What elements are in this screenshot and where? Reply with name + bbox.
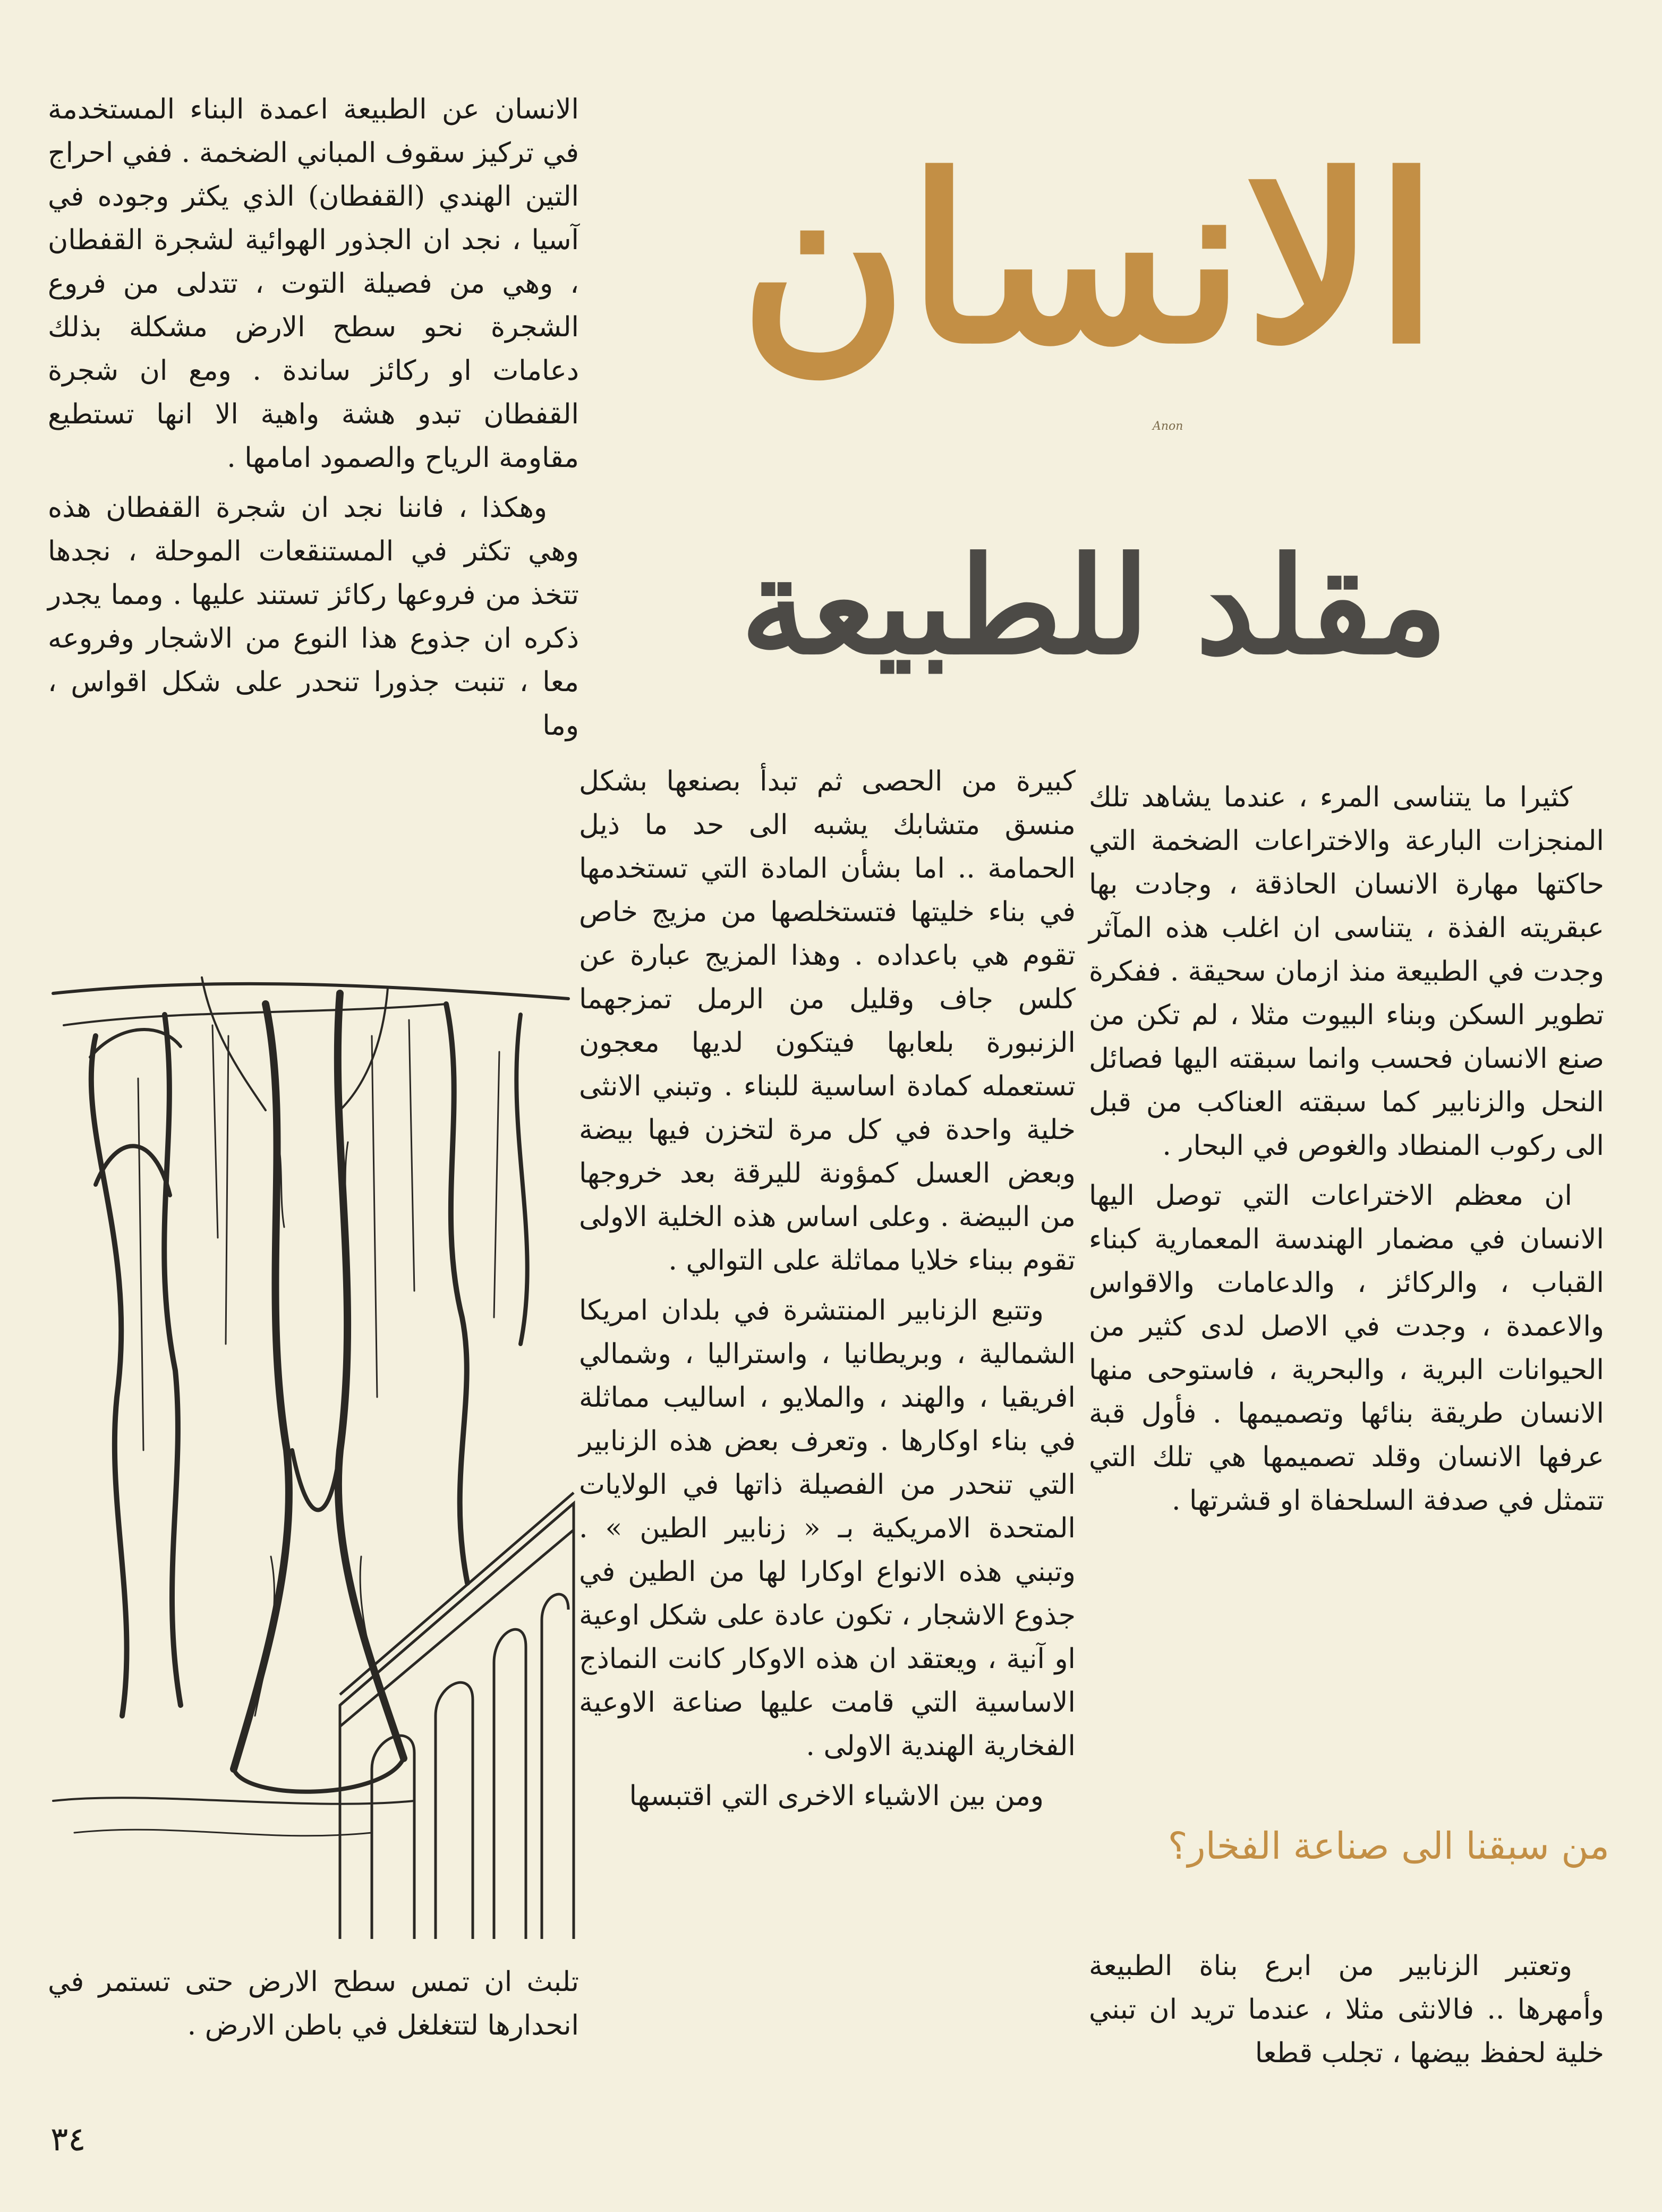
paragraph: كثيرا ما يتناسى المرء ، عندما يشاهد تلك المنجزات البارعة والاختراعات الضخمة التي حاكتها مهارة الانسان الحاذقة ، وجادت بها عبقريته الفذة ، يتناسى ان اغلب هذه المآثر وجدت في الطبيعة منذ ازمان سحيقة . ففكرة تطوير السكن وبناء البيوت مثلا ، لم تكن من صنع الانسان فحسب وانما سبقته اليها فصائل النحل والزنابير كما سبقته العناكب من قبل الى ركوب المنطاد والغوص في البحار . (1089, 781, 1604, 1162)
paragraph: كبيرة من الحصى ثم تبدأ بصنعها بشكل منسق متشابك يشبه الى حد ما ذيل الحمامة .. اما بشأن المادة التي تستخدمها في بناء خليتها فتستخلصها من مزيج خاص تقوم هي باعداده . وهذا المزيج عبارة عن كلس جاف وقليل من الرمل تمزجهما الزنبورة بلعابها فيتكون لديها معجون تستعمله كمادة اساسية للبناء . وتبني الانثى خلية واحدة في كل مرة لتخزن فيها بيضة وبعض العسل كمؤونة لليرقة بعد خروجها من البيضة . وعلى اساس هذه الخلية الاولى تقوم ببناء خلايا مماثلة على التوالي . (579, 765, 1076, 1277)
paragraph: ومن بين الاشياء الاخرى التي اقتبسها (629, 1780, 1044, 1812)
column-left-top (48, 88, 579, 754)
page-number: ٣٤ (50, 2120, 86, 2158)
column-middle (579, 760, 1076, 1824)
article-subtitle: مقلد للطبيعة (740, 528, 1448, 684)
column-left-bottom (48, 1960, 579, 2054)
column-right (1089, 776, 1604, 1529)
section-heading: من سبقنا الى صناعة الفخار؟ (1167, 1824, 1609, 1868)
paragraph: وتتبع الزنابير المنتشرة في بلدان امريكا الشمالية ، وبريطانيا ، واستراليا ، وشمالي افريقيا ، والهند ، والملايو ، اساليب مماثلة في بناء اوكارها . وتعرف بعض هذه الزنابير التي تنحدر من الفصيلة ذاتها في الولايات المتحدة الامريكية بـ « زنابير الطين » . وتبني هذه الانواع اوكارا لها من الطين في جذوع الاشجار ، تكون عادة على شكل اوعية او آنية ، ويعتقد ان هذه الاوكار كانت النماذج الاساسية التي قامت عليها صناعة الاوعية الفخارية الهندية الاولى . (579, 1295, 1076, 1762)
paragraph: وتعتبر الزنابير من ابرع بناة الطبيعة وأمهرها .. فالانثى مثلا ، عندما تريد ان تبني خلية لحفظ بيضها ، تجلب قطعا (1089, 1950, 1604, 2069)
artist-signature: Anon (1153, 420, 1183, 433)
article-title: الانسان (739, 126, 1438, 394)
paragraph: وهكذا ، فاننا نجد ان شجرة القفطان هذه وهي تكثر في المستنقعات الموحلة ، نجدها تتخذ من فروعها ركائز تستند عليها . ومما يجدر ذكره ان جذوع هذا النوع من الاشجار وفروعه معا ، تنبت جذورا تنحدر على شكل اقواس ، وما (48, 492, 579, 742)
paragraph: الانسان عن الطبيعة اعمدة البناء المستخدمة في تركيز سقوف المباني الضخمة . ففي احراج التين الهندي (القفطان) الذي يكثر وجوده في آسيا ، نجد ان الجذور الهوائية لشجرة القفطان ، وهي من فصيلة التوت ، تتدلى من فروع الشجرة نحو سطح الارض مشكلة بذلك دعامات او ركائز ساندة . ومع ان شجرة القفطان تبدو هشة واهية الا انها تستطيع مقاومة الرياح والصمود امامها . (48, 93, 579, 474)
paragraph: تلبث ان تمس سطح الارض حتى تستمر في انحدارها لتتغلغل في باطن الارض . (48, 1966, 579, 2041)
paragraph: ان معظم الاختراعات التي توصل اليها الانسان في مضمار الهندسة المعمارية كبناء القباب ، والركائز ، والدعامات والاقواس والاعمدة ، وجدت في الاصل لدى كثير من الحيوانات البرية ، والبحرية ، فاستوحى منها الانسان طريقة بنائها وتصميمها . فأول قبة عرفها الانسان وقلد تصميمها هي تلك التي تتمثل في صدفة السلحفاة او قشرتها . (1089, 1180, 1605, 1517)
column-right-bottom (1089, 1944, 1604, 2081)
banyan-tree-illustration (42, 972, 579, 1939)
